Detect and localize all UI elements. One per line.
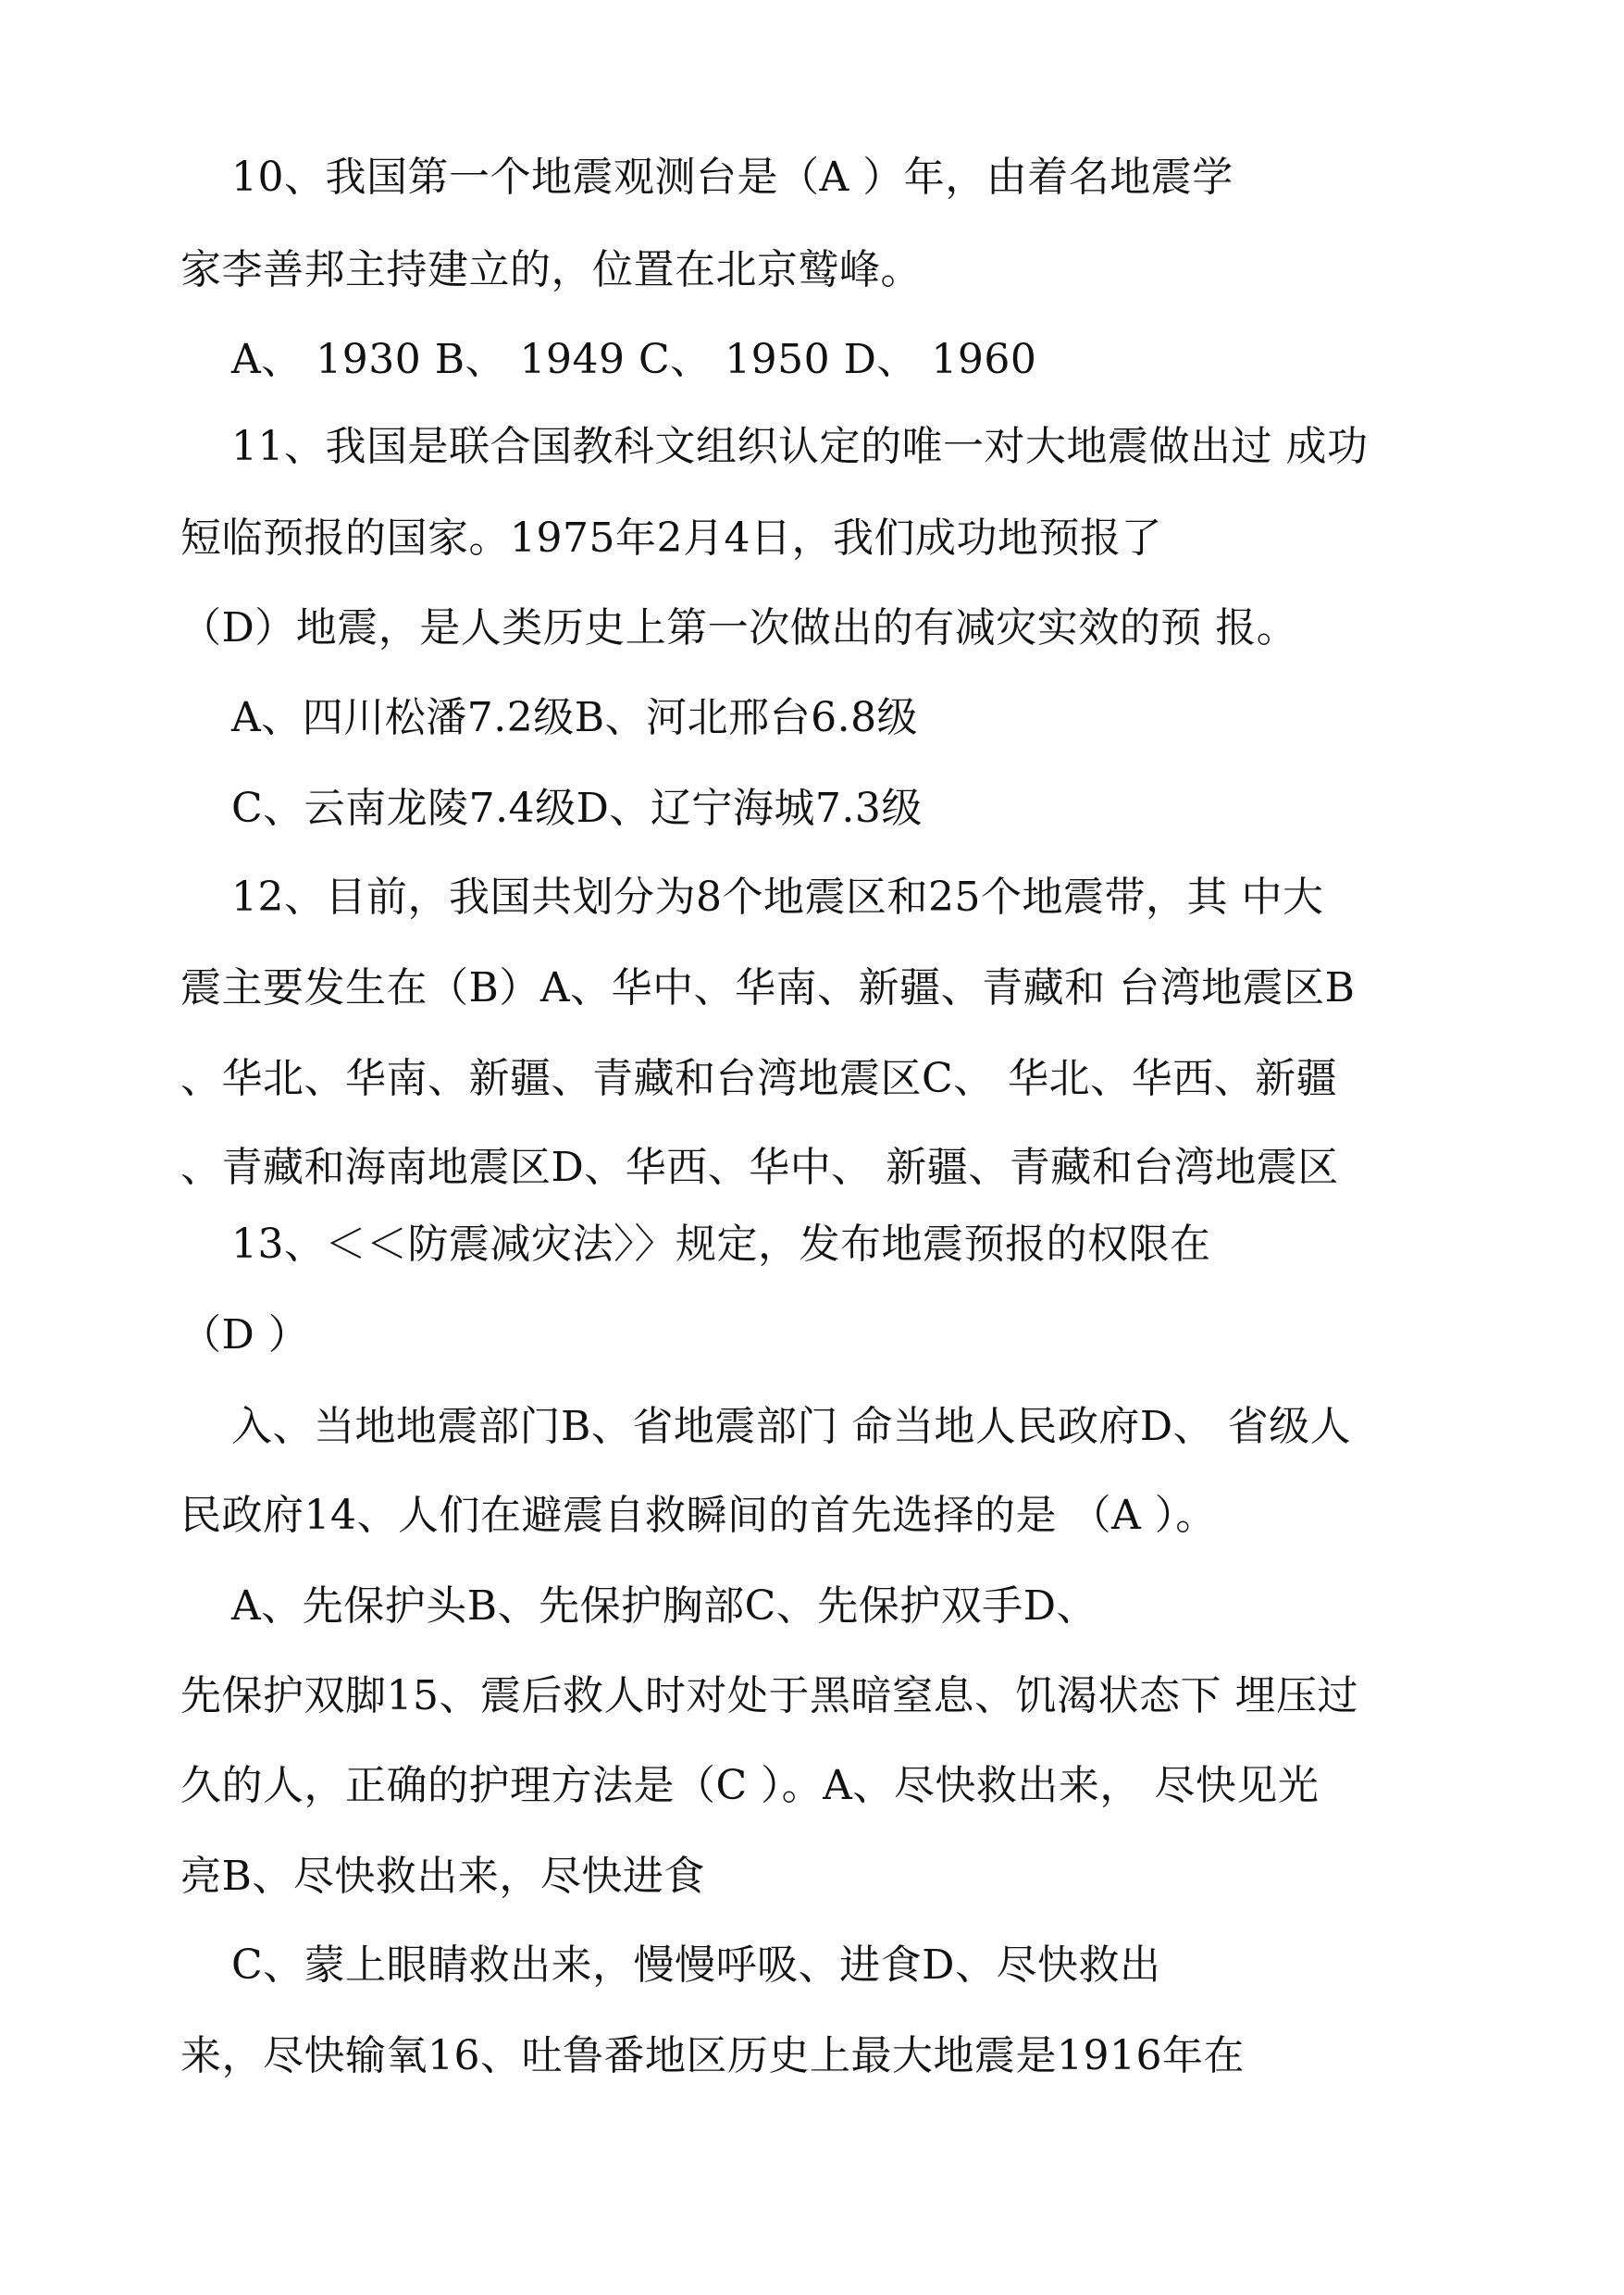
question-11-line-1: 11、我国是联合国教科文组织认定的唯一对大地震做出过 成功 — [231, 423, 1369, 470]
question-13-line-2: （D ） — [180, 1311, 310, 1358]
question-15-line-2: 久的人，正确的护理方法是（C ）。A、尽快救出来， 尽快见光 — [180, 1762, 1320, 1809]
question-14-line-1: 民政府14、人们在避震自救瞬间的首先选择的是 （A ）。 — [180, 1492, 1217, 1539]
question-11-options-ab: A、四川松潘7.2级B、河北邢台6.8级 — [231, 694, 919, 741]
question-11-line-2: 短临预报的国家。1975年2月4日，我们成功地预报了 — [180, 515, 1162, 562]
question-10-line-1: 10、我国第一个地震观测台是（A ）年，由着名地震学 — [231, 154, 1233, 201]
question-13-line-1: 13、＜＜防震减灾法〉〉规定，发布地震预报的权限在 — [231, 1221, 1211, 1268]
question-10-line-2: 家李善邦主持建立的，位置在北京鹫峰。 — [180, 246, 922, 293]
question-12-line-3: 、华北、华南、新疆、青藏和台湾地震区C、 华北、华西、新疆 — [180, 1055, 1338, 1102]
question-16-line-1: 来，尽快输氧16、吐鲁番地区历史上最大地震是1916年在 — [180, 2032, 1245, 2079]
question-15-line-1: 先保护双脚15、震后救人时对处于黑暗窒息、饥渴状态下 埋压过 — [180, 1672, 1358, 1719]
question-15-line-3: 亮B、尽快救出来，尽快进食 — [180, 1853, 705, 1900]
question-15-options: C、蒙上眼睛救出来，慢慢呼吸、进食D、尽快救出 — [231, 1941, 1161, 1989]
question-14-options: A、先保护头B、先保护胸部C、先保护双手D、 — [231, 1582, 1098, 1630]
question-12-line-2: 震主要发生在（B）A、华中、华南、新疆、青藏和 台湾地震区B — [180, 964, 1356, 1011]
question-12-line-4: 、青藏和海南地震区D、华西、华中、 新疆、青藏和台湾地震区 — [180, 1144, 1339, 1191]
question-12-line-1: 12、目前，我国共划分为8个地震区和25个地震带，其 中大 — [231, 874, 1324, 921]
question-11-options-cd: C、云南龙陵7.4级D、辽宁海城7.3级 — [231, 785, 923, 832]
question-10-options: A、 1930 B、 1949 C、 1950 D、 1960 — [231, 336, 1037, 383]
question-13-options: 入、当地地震部门B、省地震部门 命当地人民政府D、 省级人 — [231, 1403, 1352, 1450]
question-11-line-3: （D）地震，是人类历史上第一次做出的有减灾实效的预 报。 — [180, 604, 1298, 651]
